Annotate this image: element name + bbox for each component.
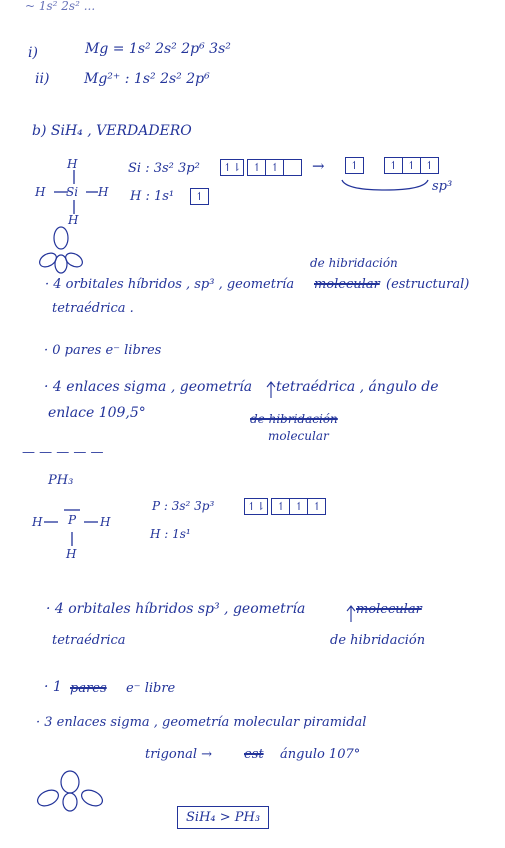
si-hybrid-boxes [345,157,439,174]
part-b-header: b) SiH₄ , VERDADERO [32,123,192,139]
p-orbital-box-3p-2: ↿ [290,499,308,514]
hybrid-box-2: ↿ [385,158,403,173]
sih4-bullet-orbitals: · 4 orbitales híbridos , sp³ , geometría [45,277,295,292]
hybrid-box-1: ↿ [345,157,364,174]
mg-config: Mg = 1s² 2s² 2p⁶ 3s² [85,41,231,57]
h-orbital-box [190,188,209,205]
p-orbital-group-3p [271,498,326,515]
orbital-box-1s: ↿ [190,188,209,205]
orbital-box-3p-3 [284,160,301,175]
sih4-si-center: Si [66,185,79,199]
pyramidal-orbital-sketch [34,770,106,814]
ph3-p-center: P [68,513,77,527]
sih4-h-bottom: H [68,213,79,227]
ph3-hybridization-note: de hibridación [330,633,426,648]
sih4-h-right: H [98,185,109,199]
sih4-h-left: H [35,185,46,199]
si-config: Si : 3s² 3p² [128,161,200,176]
label-ii: ii) [35,71,50,87]
hybridization-note: de hibridación [310,256,398,270]
ph3-bullet-num: · 1 [44,679,62,695]
mg2-config: Mg²⁺ : 1s² 2s² 2p⁶ [84,71,210,87]
label-i: i) [28,45,38,61]
si-orbital-boxes [220,159,302,176]
ph3-h-left: H [32,515,43,529]
hybrid-box-3: ↿ [403,158,421,173]
ph3-geometry-cont: tetraédrica [52,633,126,648]
struck-molecular: molecular [314,277,380,292]
hybridization-arrow: → [312,157,325,175]
structural-note: (estructural) [386,277,470,292]
orbital-group-3p [247,159,302,176]
ph3-bullet-orbitals: · 4 orbitales híbridos sp³ , geometría [46,601,306,617]
insert-caret-icon [266,380,276,400]
hybrid-box-4: ↿ [424,159,435,172]
section-divider: — — — — — [22,445,104,460]
orbital-box-3p-1: ↿ [248,160,266,175]
sih4-h-top: H [67,157,78,171]
sp3-brace [340,178,430,198]
sih4-bond-angle: enlace 109,5° [48,405,146,421]
struck-hybridization: de hibridación [250,412,338,426]
ph3-h-right: H [100,515,111,529]
ph3-trigonal: trigonal → [145,747,213,762]
p-orbital-box-3p-1: ↿ [272,499,290,514]
ph3-bullet-bonds: · 3 enlaces sigma , geometría molecular piramidal [36,715,367,730]
ph3-bond-angle: ángulo 107° [280,747,361,762]
ph3-struck-pares: pares [70,681,107,696]
p-config: P : 3s² 3p³ [152,499,215,513]
p-orbital-box-3p-3: ↿ [312,500,322,513]
ph3-h-bottom: H [66,547,77,561]
sih4-bullet-lone-pairs: · 0 pares e⁻ libres [44,343,162,358]
p-orbital-boxes [244,498,326,515]
ph3-insert-caret-icon [346,604,356,624]
h-config: H : 1s¹ [130,189,175,204]
ph3-bullet-lone-pair: e⁻ libre [126,681,176,696]
ph3-header: PH₃ [48,473,74,488]
top-scrawl: ~ 1s² 2s² ... [25,0,96,13]
p-orbital-box-3s: ↿⇂ [244,498,268,515]
sih4-bullet-bonds: · 4 enlaces sigma , geometría [44,379,253,395]
ph3-struck-est: est [244,747,264,762]
sih4-geometry-cont: tetraédrica . [52,301,134,316]
molecular-note: molecular [268,429,329,443]
ph3-h-config: H : 1s¹ [150,527,191,541]
sp3-label: sp³ [432,179,453,194]
ph3-struck-molecular: molecular [356,602,422,617]
final-answer-box: SiH₄ > PH₃ [177,806,269,829]
orbital-box-3p-2: ↿ [266,160,284,175]
tetrahedral-orbital-sketch [36,226,86,276]
hybrid-group [384,157,439,174]
box-gap [367,157,381,174]
orbital-box-3s: ↿⇂ [220,159,244,176]
sih4-geometry-angle: tetraédrica , ángulo de [276,379,439,395]
